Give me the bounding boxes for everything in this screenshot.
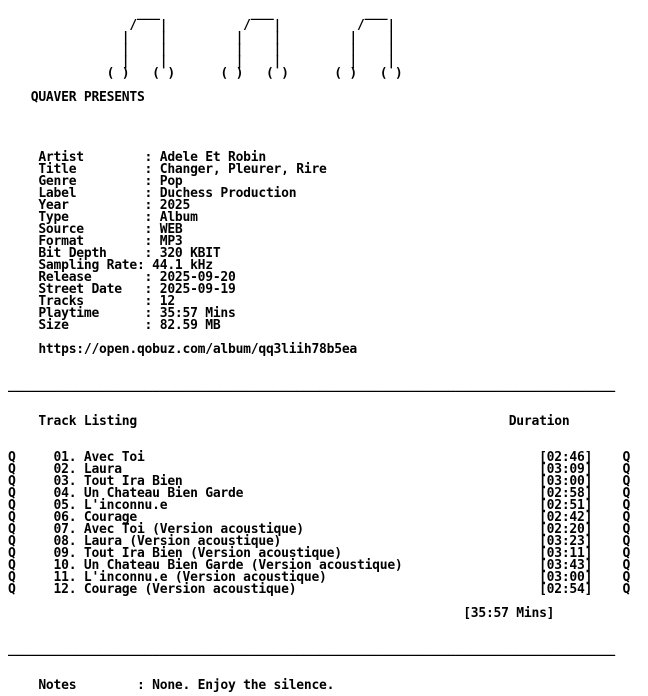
- nfo-text-block: ___ ___ ___ / | / | / | | | | | | | | | | | | | | | | | | | ( ) ( ) ( ) ( ) ( ) ( ) QUAVER PRESENTS Artist : Adele Et Robin Title : Changer, Pleurer, Rire Genre : Pop Label : Duchess Production Year : 2025 Type : Album Source : WEB Format : MP3 Bit Depth : 320 KBIT Sampling Rate: 44.1 kHz Release : 2025-09-20 Street Date : 2025-09-19 Tracks : 12 Playtime : 35:57 Mins Size : 82.59 MB https://open.qobuz.com/album/qq3liih78b5ea ________________________________________________________________________________ Track Listing Duration Q 01. Avec Toi [02:46] Q Q 02. Laura [03:09] Q Q 03. Tout Ira Bien [03:00] Q Q 04. Un Chateau Bien Garde [02:58] Q Q 05. L'inconnu.e [02:51] Q Q 06. Courage [02:42] Q Q 07. Avec Toi (Version acoustique) [02:20] Q Q 08. Laura (Version acoustique) [03:23] Q Q 09. Tout Ira Bien (Version acoustique) [03:11] Q Q 10. Un Chateau Bien Garde (Version acoustique) [03:43] Q Q 11. L'inconnu.e (Version acoustique) [03:00] Q Q 12. Courage (Version acoustique) [02:54] Q [35:57 Mins] ________________________________________________________________________________ Notes : None. Enjoy the silence.: [8, 6, 631, 693]
